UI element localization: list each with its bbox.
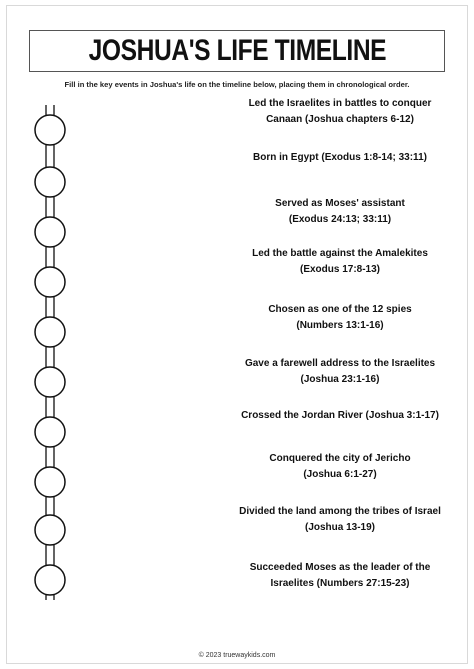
footer-copyright: © 2023 truewaykids.com <box>198 652 276 659</box>
timeline-event-7 <box>230 408 450 424</box>
event-line-2: (Joshua 23:1-16) <box>300 374 380 385</box>
event-line-2: Israelites (Numbers 27:15-23) <box>270 578 410 589</box>
timeline-rail <box>30 100 70 605</box>
event-line-2: Canaan (Joshua chapters 6-12) <box>266 114 414 125</box>
timeline-circle-3[interactable] <box>35 217 65 247</box>
timeline-circle-9[interactable] <box>35 515 65 545</box>
timeline-event-2 <box>230 150 450 166</box>
event-line-1: Led the Israelites in battles to conquer <box>248 98 432 109</box>
timeline-event-6 <box>230 356 450 388</box>
event-line-1: Gave a farewell address to the Israelites <box>244 358 436 369</box>
event-line-2: (Joshua 13-19) <box>304 522 376 533</box>
timeline-circle-7[interactable] <box>35 417 65 447</box>
event-line-1: Born in Egypt (Exodus 1:8-14; 33:11) <box>253 152 427 163</box>
timeline-event-4 <box>230 246 450 278</box>
event-line-1: Divided the land among the tribes of Israel <box>239 506 441 517</box>
timeline-event-3 <box>230 196 450 228</box>
timeline-circle-4[interactable] <box>35 267 65 297</box>
event-line-2: (Numbers 13:1-16) <box>296 320 384 331</box>
instructions-text: Fill in the key events in Joshua's life on the timeline below, placing them in chronological order. <box>64 80 410 89</box>
timeline-event-1 <box>230 96 450 128</box>
title-box <box>29 30 445 72</box>
page-title: JOSHUA'S LIFE TIMELINE <box>88 34 386 67</box>
timeline-event-5 <box>230 302 450 334</box>
event-line-2: (Exodus 24:13; 33:11) <box>288 214 392 225</box>
event-line-1: Crossed the Jordan River (Joshua 3:1-17) <box>241 410 439 421</box>
timeline-circle-6[interactable] <box>35 367 65 397</box>
event-line-1: Conquered the city of Jericho <box>269 453 411 464</box>
event-line-1: Chosen as one of the 12 spies <box>268 304 412 315</box>
event-line-2: (Exodus 17:8-13) <box>299 264 381 275</box>
timeline-circle-5[interactable] <box>35 317 65 347</box>
timeline-event-9 <box>230 504 450 536</box>
timeline-circle-2[interactable] <box>35 167 65 197</box>
timeline-circle-1[interactable] <box>35 115 65 145</box>
event-line-1: Succeeded Moses as the leader of the <box>249 562 431 573</box>
timeline-circle-8[interactable] <box>35 467 65 497</box>
timeline-event-10 <box>230 560 450 592</box>
event-line-1: Led the battle against the Amalekites <box>252 248 428 259</box>
timeline-circle-10[interactable] <box>35 565 65 595</box>
event-line-2: (Joshua 6:1-27) <box>303 469 377 480</box>
timeline-event-8 <box>230 451 450 483</box>
event-line-1: Served as Moses' assistant <box>275 198 405 209</box>
